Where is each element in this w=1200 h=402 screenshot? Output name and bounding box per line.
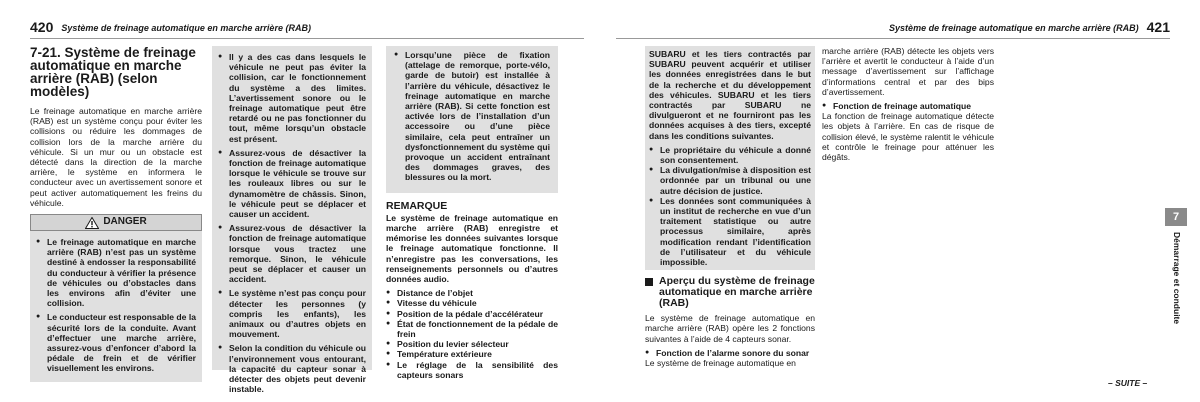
danger-box — [30, 231, 202, 382]
header-rule — [30, 38, 584, 39]
running-title: Système de freinage automatique en marche arrière (RAB) — [889, 23, 1139, 33]
condition-item: ● Le propriétaire du véhicule a donné son consentement. — [649, 145, 811, 165]
danger-label: DANGER — [103, 216, 147, 228]
page-number: 420 — [30, 19, 54, 35]
recorded-data-item: ● Température extérieure — [386, 349, 558, 359]
danger-item: ● Le conducteur est responsable de la sécurité lors de la conduite. Avant d’effectuer une marche arrière, assurez-vous d’enfoncer d’abord la pédale de frein et de vérifier visuellement les environs. — [36, 312, 196, 373]
running-title: Système de freinage automatique en marche arrière (RAB) — [61, 23, 311, 33]
chapter-title: Démarrage et conduite — [1172, 232, 1182, 325]
function-text: Le système de freinage automatique en — [645, 358, 796, 369]
continued-label: – SUITE – — [1108, 378, 1148, 388]
left-page-header — [30, 20, 584, 34]
remarque-title: REMARQUE — [386, 199, 448, 212]
function-text: La fonction de freinage automatique détecte les objets à l’arrière. En cas de risque de collision élevé, le système ralentit le véhicule et contrôle le freinage pour atténuer les dégâts. — [822, 111, 994, 163]
warning-item: ● Assurez-vous de désactiver la fonction de freinage automatique lorsque le véhicule se trouve sur les rouleaux libres ou sur le dynamomètre de châssis. Sinon, le véhicule peut se déplacer et causer un accident. — [218, 148, 366, 219]
recorded-data-item: ● Distance de l’objet — [386, 288, 558, 298]
function-heading: ● Fonction de freinage automatique — [822, 101, 994, 111]
header-rule — [616, 38, 1170, 39]
function-text: marche arrière (RAB) détecte les objets vers l’arrière et avertit le conducteur à l’aide d’un message d’avertissement sur l’affichage d’informations central et par des bips d’avertissement. — [822, 46, 994, 97]
warning-item: ● Le système n’est pas conçu pour détecter les personnes (y compris les enfants), les animaux ou d’autres objets en mouvement. — [218, 288, 366, 339]
warning-item: ● Il y a des cas dans lesquels le véhicule ne peut pas éviter la collision, car le fonctionnement du système a des limites. L’avertissement sonore ou le freinage automatique peut être retardé ou ne pas fonctionner du tout, même lorsqu’un obstacle est présent. — [218, 52, 366, 144]
section-title: 7-21. Système de freinage automatique en marche arrière (RAB) (selon modèles) — [30, 45, 196, 99]
data-usage-text: SUBARU et les tiers contractés par SUBARU peuvent acquérir et utiliser les données enregistrées dans le but de la recherche et du développement des véhicules. SUBARU et les tiers contractés par SUBARU ne divulgueront et ne fourniront pas les données acquises à des tiers, excepté dans les conditions suivantes. — [649, 49, 811, 141]
overview-text: Le système de freinage automatique en marche arrière (RAB) opère les 2 fonctions suivantes à l’aide de 4 capteurs sonar. — [645, 313, 815, 344]
warning-triangle-icon — [85, 217, 99, 229]
recorded-data-item: ● Vitesse du véhicule — [386, 298, 558, 308]
right-page — [600, 0, 1200, 402]
intro-paragraph: Le freinage automatique en marche arrière (RAB) est un système conçu pour éviter les collisions ou réduire les dommages de collision lors de la marche arrière du véhicule. Si un mur ou un obstacle est détecté dans la direction de la marche arrière, le système en informera le conducteur avec un avertissement sonore et peut activer automatiquement les freins du véhicule. — [30, 106, 202, 208]
remarque-continued-box — [645, 46, 815, 270]
overview-heading — [645, 276, 815, 309]
danger-item: ● Le freinage automatique en marche arrière (RAB) n’est pas un système destiné à endosser la responsabilité du conducteur à vérifier la présence de véhicules ou d’obstacles dans les environs afin d’éviter une collision. — [36, 237, 196, 308]
right-page-header — [616, 20, 1170, 34]
warning-item: ● Selon la condition du véhicule ou l’environnement vous entourant, la capacité du capteur sonar à détecter des objets peut devenir instable. — [218, 343, 366, 394]
function-heading: ● Fonction de l’alarme sonore du sonar — [645, 348, 815, 358]
recorded-data-item: ● Position de la pédale d’accélérateur — [386, 309, 558, 319]
remarque-text: Le système de freinage automatique en marche arrière (RAB) enregistre et mémorise les données suivantes lorsque le freinage automatique fonctionne. Il n’enregistre pas les conversations, les renseignements personnels ou d’autres données audio. — [386, 212, 558, 285]
recorded-data-item: ● Position du levier sélecteur — [386, 339, 558, 349]
column-3-warning-box — [386, 46, 558, 193]
danger-header — [30, 214, 202, 231]
square-bullet-icon — [645, 278, 653, 286]
page-number: 421 — [1146, 19, 1170, 35]
column-1 — [30, 46, 202, 382]
warning-item: ● Lorsqu’une pièce de fixation (attelage de remorque, porte-vélo, garde de butoir) est installée à l’arrière du véhicule, désactivez le freinage automatique en marche arrière (RAB). Si cette fonction est activée lors de l’installation d’un accessoire ou d’une pièce similaire, cela peut entraîner un dysfonctionnement du système qui provoque un accident entraînant des dommages graves, des blessures ou la mort. — [394, 50, 550, 183]
column-4 — [645, 46, 815, 372]
column-3 — [386, 46, 558, 380]
column-2-warning-box — [212, 46, 372, 395]
warning-item: ● Assurez-vous de désactiver la fonction de freinage automatique lorsque vous tractez une remorque. Sinon, le véhicule peut se déplacer et causer un accident. — [218, 223, 366, 284]
recorded-data-item: ● État de fonctionnement de la pédale de frein — [386, 319, 558, 339]
condition-item: ● Les données sont communiquées à un institut de recherche en vue d’un traitement statistique ou autre processus similaire, après modification rendant l’identification de l’utilisateur et du véhicule impossible. — [649, 196, 811, 267]
recorded-data-item: ● Le réglage de la sensibilité des capteurs sonars — [386, 360, 558, 380]
chapter-tab: 7 — [1165, 208, 1187, 226]
column-5 — [822, 46, 994, 166]
condition-item: ● La divulgation/mise à disposition est ordonnée par un tribunal ou une autre décision de justice. — [649, 165, 811, 196]
overview-title: Aperçu du système de freinage automatique en marche arrière (RAB) — [659, 275, 815, 310]
